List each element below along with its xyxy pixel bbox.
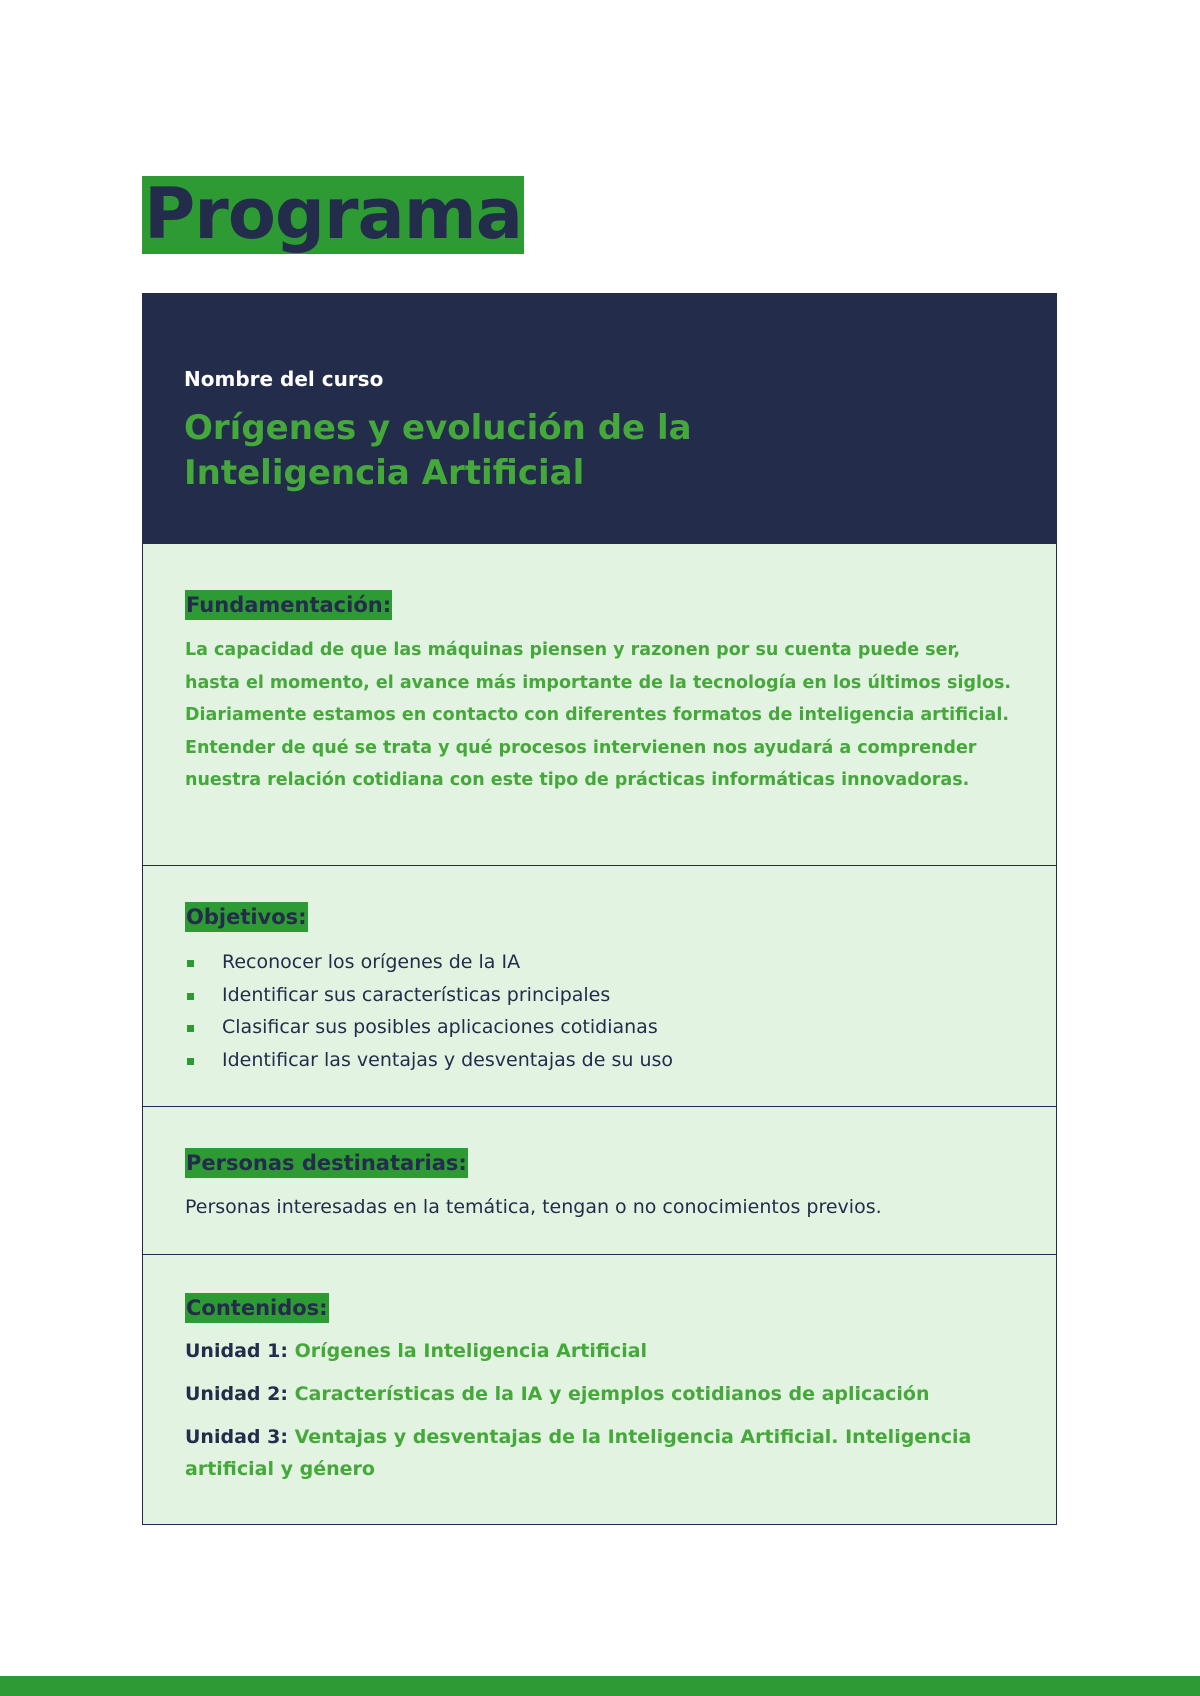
bullet-square-icon (187, 1058, 194, 1065)
destinatarias-heading: Personas destinatarias: (185, 1148, 468, 1178)
unit-label: Unidad 3: (185, 1426, 288, 1448)
objetivo-text: Clasificar sus posibles aplicaciones cotidianas (222, 1016, 658, 1038)
page-title: Programa (144, 173, 522, 255)
course-label: Nombre del curso (184, 367, 384, 391)
fundamentacion-heading: Fundamentación: (185, 590, 392, 620)
objetivo-text: Identificar las ventajas y desventajas de su uso (222, 1048, 674, 1071)
unit-label: Unidad 2: (185, 1383, 288, 1405)
objetivos-section (142, 866, 1057, 1107)
unit-item (185, 1335, 1014, 1367)
objetivo-text: Reconocer los orígenes de la IA (222, 951, 521, 973)
objetivo-text: Identificar sus características principales (222, 983, 611, 1006)
unit-label: Unidad 1: (185, 1340, 288, 1362)
list-item (185, 946, 1014, 979)
fundamentacion-text: La capacidad de que las máquinas piensen y razonen por su cuenta puede ser, hasta el momento, el avance más importante de la tecnología en los últimos siglos. Diariamente estamos en contacto con diferentes formatos de inteligencia artificial. Entender de qué se trata y qué procesos intervienen nos ayudará a comprender nuestra relación cotidiana con este tipo de prácticas informáticas innovadoras. (185, 640, 1012, 790)
list-item (185, 979, 1014, 1012)
unit-item (185, 1421, 1014, 1485)
objetivos-list (185, 946, 1014, 1076)
objetivos-heading: Objetivos: (185, 902, 308, 932)
destinatarias-text: Personas interesadas en la temática, tengan o no conocimientos previos. (185, 1196, 882, 1218)
unit-name: Orígenes la Inteligencia Artificial (294, 1340, 648, 1362)
unit-name: Ventajas y desventajas de la Inteligencia Artificial. Inteligencia artificial y género (185, 1426, 972, 1480)
list-item (185, 1044, 1014, 1077)
unit-name: Características de la IA y ejemplos cotidianos de aplicación (294, 1383, 930, 1405)
destinatarias-section (142, 1107, 1057, 1255)
bullet-square-icon (187, 1025, 194, 1032)
bullet-square-icon (187, 993, 194, 1000)
fundamentacion-section (142, 544, 1057, 866)
footer-bar (0, 1676, 1200, 1696)
contenidos-heading: Contenidos: (185, 1293, 329, 1323)
bullet-square-icon (187, 960, 194, 967)
list-item (185, 1011, 1014, 1044)
program-card (142, 293, 1057, 1525)
course-name: Orígenes y evolución de la Inteligencia Artificial (184, 408, 692, 493)
unit-item (185, 1378, 1014, 1410)
contenidos-section (142, 1255, 1057, 1525)
course-header (142, 293, 1057, 544)
